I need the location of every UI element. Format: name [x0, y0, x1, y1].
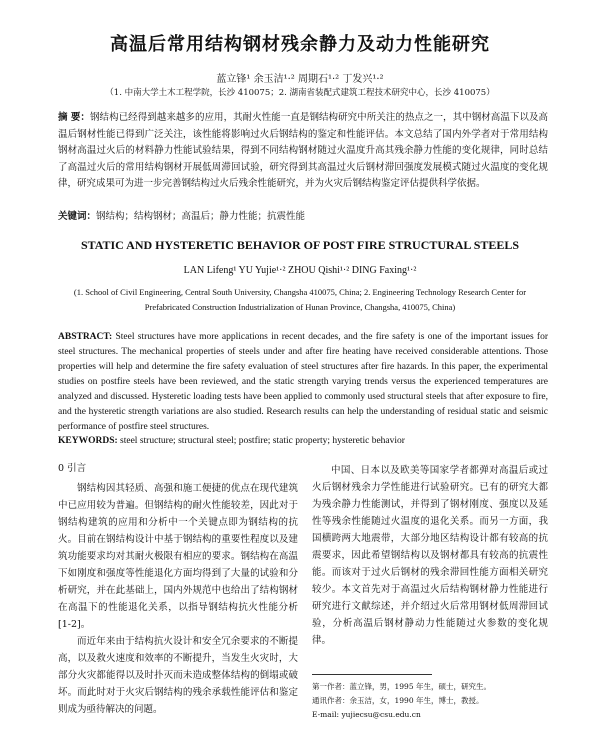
english-abstract-label: ABSTRACT:: [58, 332, 113, 342]
chinese-title: 高温后常用结构钢材残余静力及动力性能研究: [110, 34, 490, 55]
english-keywords-text: steel structure; structural steel; postfire; static property; hysteretic behavior: [120, 436, 405, 446]
right-column: [312, 462, 548, 649]
chinese-keywords-text: 钢结构；结构钢材；高温后；静力性能；抗震性能: [96, 211, 306, 222]
english-affiliation: [70, 285, 530, 314]
english-keywords: [58, 436, 548, 446]
footnote-first-author: 第一作者：蓝立锋，男，1995 年生，硕士，研究生。: [312, 682, 491, 691]
english-affiliation-line-2: Prefabricated Construction Industrialization of Hunan Province, Changsha, 410075, China): [144, 301, 456, 312]
footnote-divider: [312, 674, 432, 675]
english-keywords-label: KEYWORDS:: [58, 436, 118, 446]
footnote-corresponding-author: 通讯作者：余玉洁，女，1990 年生，博士，教授。: [312, 696, 484, 705]
footnotes: [312, 680, 548, 722]
english-affiliation-line-1: (1. School of Civil Engineering, Central South University, Changsha 410075, China; 2. Engineering Technology Research Center for: [73, 287, 527, 297]
chinese-abstract: [58, 110, 548, 193]
english-abstract-text: Steel structures have more applications in recent decades, and the fire safety is one of the important issues for steel structures. The mechanical properties of steels under and after fire heating have received considerable attentions. Those properties will help and determine the fire safety evaluation of steel structures after fire hazards. In this paper, the experimental studies on postfire steels have been reviewed, and the static strength varying trends versus the experienced temperatures are analyzed and discussed. Hysteretic loading tests have been applied to commonly used structural steels that after exposure to fire, and the hysteretic strength variations are also studied. Research results can help the understanding of residual static and seismic performance of postfire steel structures.: [58, 332, 548, 432]
body-paragraph-2: 而近年来由于结构抗火设计和安全冗余要求的不断提高，以及救火速度和效率的不断提升，当发生火灾时，大部分火灾都能得以及时扑灭而未造成整体结构的倒塌或破坏。而此时对于火灾后钢结构的残余承载性能评估和鉴定则成为亟待解决的问题。: [58, 636, 298, 715]
chinese-affiliation: （1. 中南大学土木工程学院，长沙 410075；2. 湖南省装配式建筑工程技术研究中心，长沙 410075）: [105, 88, 495, 98]
english-title: STATIC AND HYSTERETIC BEHAVIOR OF POST FIRE STRUCTURAL STEELS: [80, 238, 520, 252]
left-column: [58, 460, 298, 718]
chinese-keywords: [58, 208, 548, 222]
english-authors: LAN Lifeng¹ YU Yujie¹·² ZHOU Qishi¹·² DING Faxing¹·²: [183, 265, 417, 276]
body-paragraph-3: 中国、日本以及欧美等国家学者都弹对高温后或过火后钢材残余力学性能进行试验研究。已有的研究大都为残余静力性能测试，并得到了钢材刚度、强度以及延性等残余性能随过火温度的退化关系。而另一方面，我国横跨两大地震带，大部分地区结构设计都有较高的抗震要求，因此希望钢结构以及钢材都具有较高的抗震性能。而该对于过火后钢材的残余滞回性能方面相关研究较少。本文首先对于高温过火后结构钢材静力性能进行研究进行文献综述，并介绍过火后常用钢材低周滞回试验，分析高温后钢材静动力性能随过火参数的变化规律。: [312, 465, 548, 646]
chinese-authors: 蓝立锋¹ 余玉洁¹·² 周期石¹·² 丁发兴¹·²: [216, 74, 384, 85]
section-heading-introduction: 0 引言: [58, 463, 87, 474]
body-paragraph-1: 钢结构因其轻质、高强和施工便捷的优点在现代建筑中已应用较为普遍。但钢结构的耐火性能较差，因此对于钢结构建筑的应用和分析中一个关键点即为钢结构的抗火。目前在钢结构设计中基于钢结构的重要性程度以及建筑功能要求均对其耐火极限有相应的要求。钢结构在高温下如刚度和强度等性能退化方面均得到了大量的试验和分析研究，并在此基础上，国内外规范中也给出了结构钢材在高温下的性能退化关系，以指导钢结构抗火性能分析[1-2]。: [58, 483, 298, 630]
chinese-abstract-text: 钢结构已经得到越来越多的应用，其耐火性能一直是钢结构研究中所关注的热点之一，其中钢材高温下以及高温后钢材性能已得到广泛关注，该性能将影响过火后钢结构的鉴定和性能评估。本文总结了国内外学者对于常用结构钢材高温过火后的材料静力性能试验结果，得到不同结构钢材随过火温度升高其残余静力性能的变化规律，同时总结了高温过火后的常用结构钢材开展低周滞回试验，研究得到其高温过火后钢材滞回强度发展模式随过火温度的变化规律，研究成果可为进一步完善钢结构过火后残余性能研究，并为火灾后钢结构鉴定评估提供科学依据。: [58, 112, 548, 189]
chinese-abstract-label: 摘 要：: [58, 112, 90, 123]
english-abstract: [58, 330, 548, 435]
footnote-email: E-mail: yujiecsu@csu.edu.cn: [312, 710, 421, 719]
chinese-keywords-label: 关键词：: [58, 211, 97, 222]
